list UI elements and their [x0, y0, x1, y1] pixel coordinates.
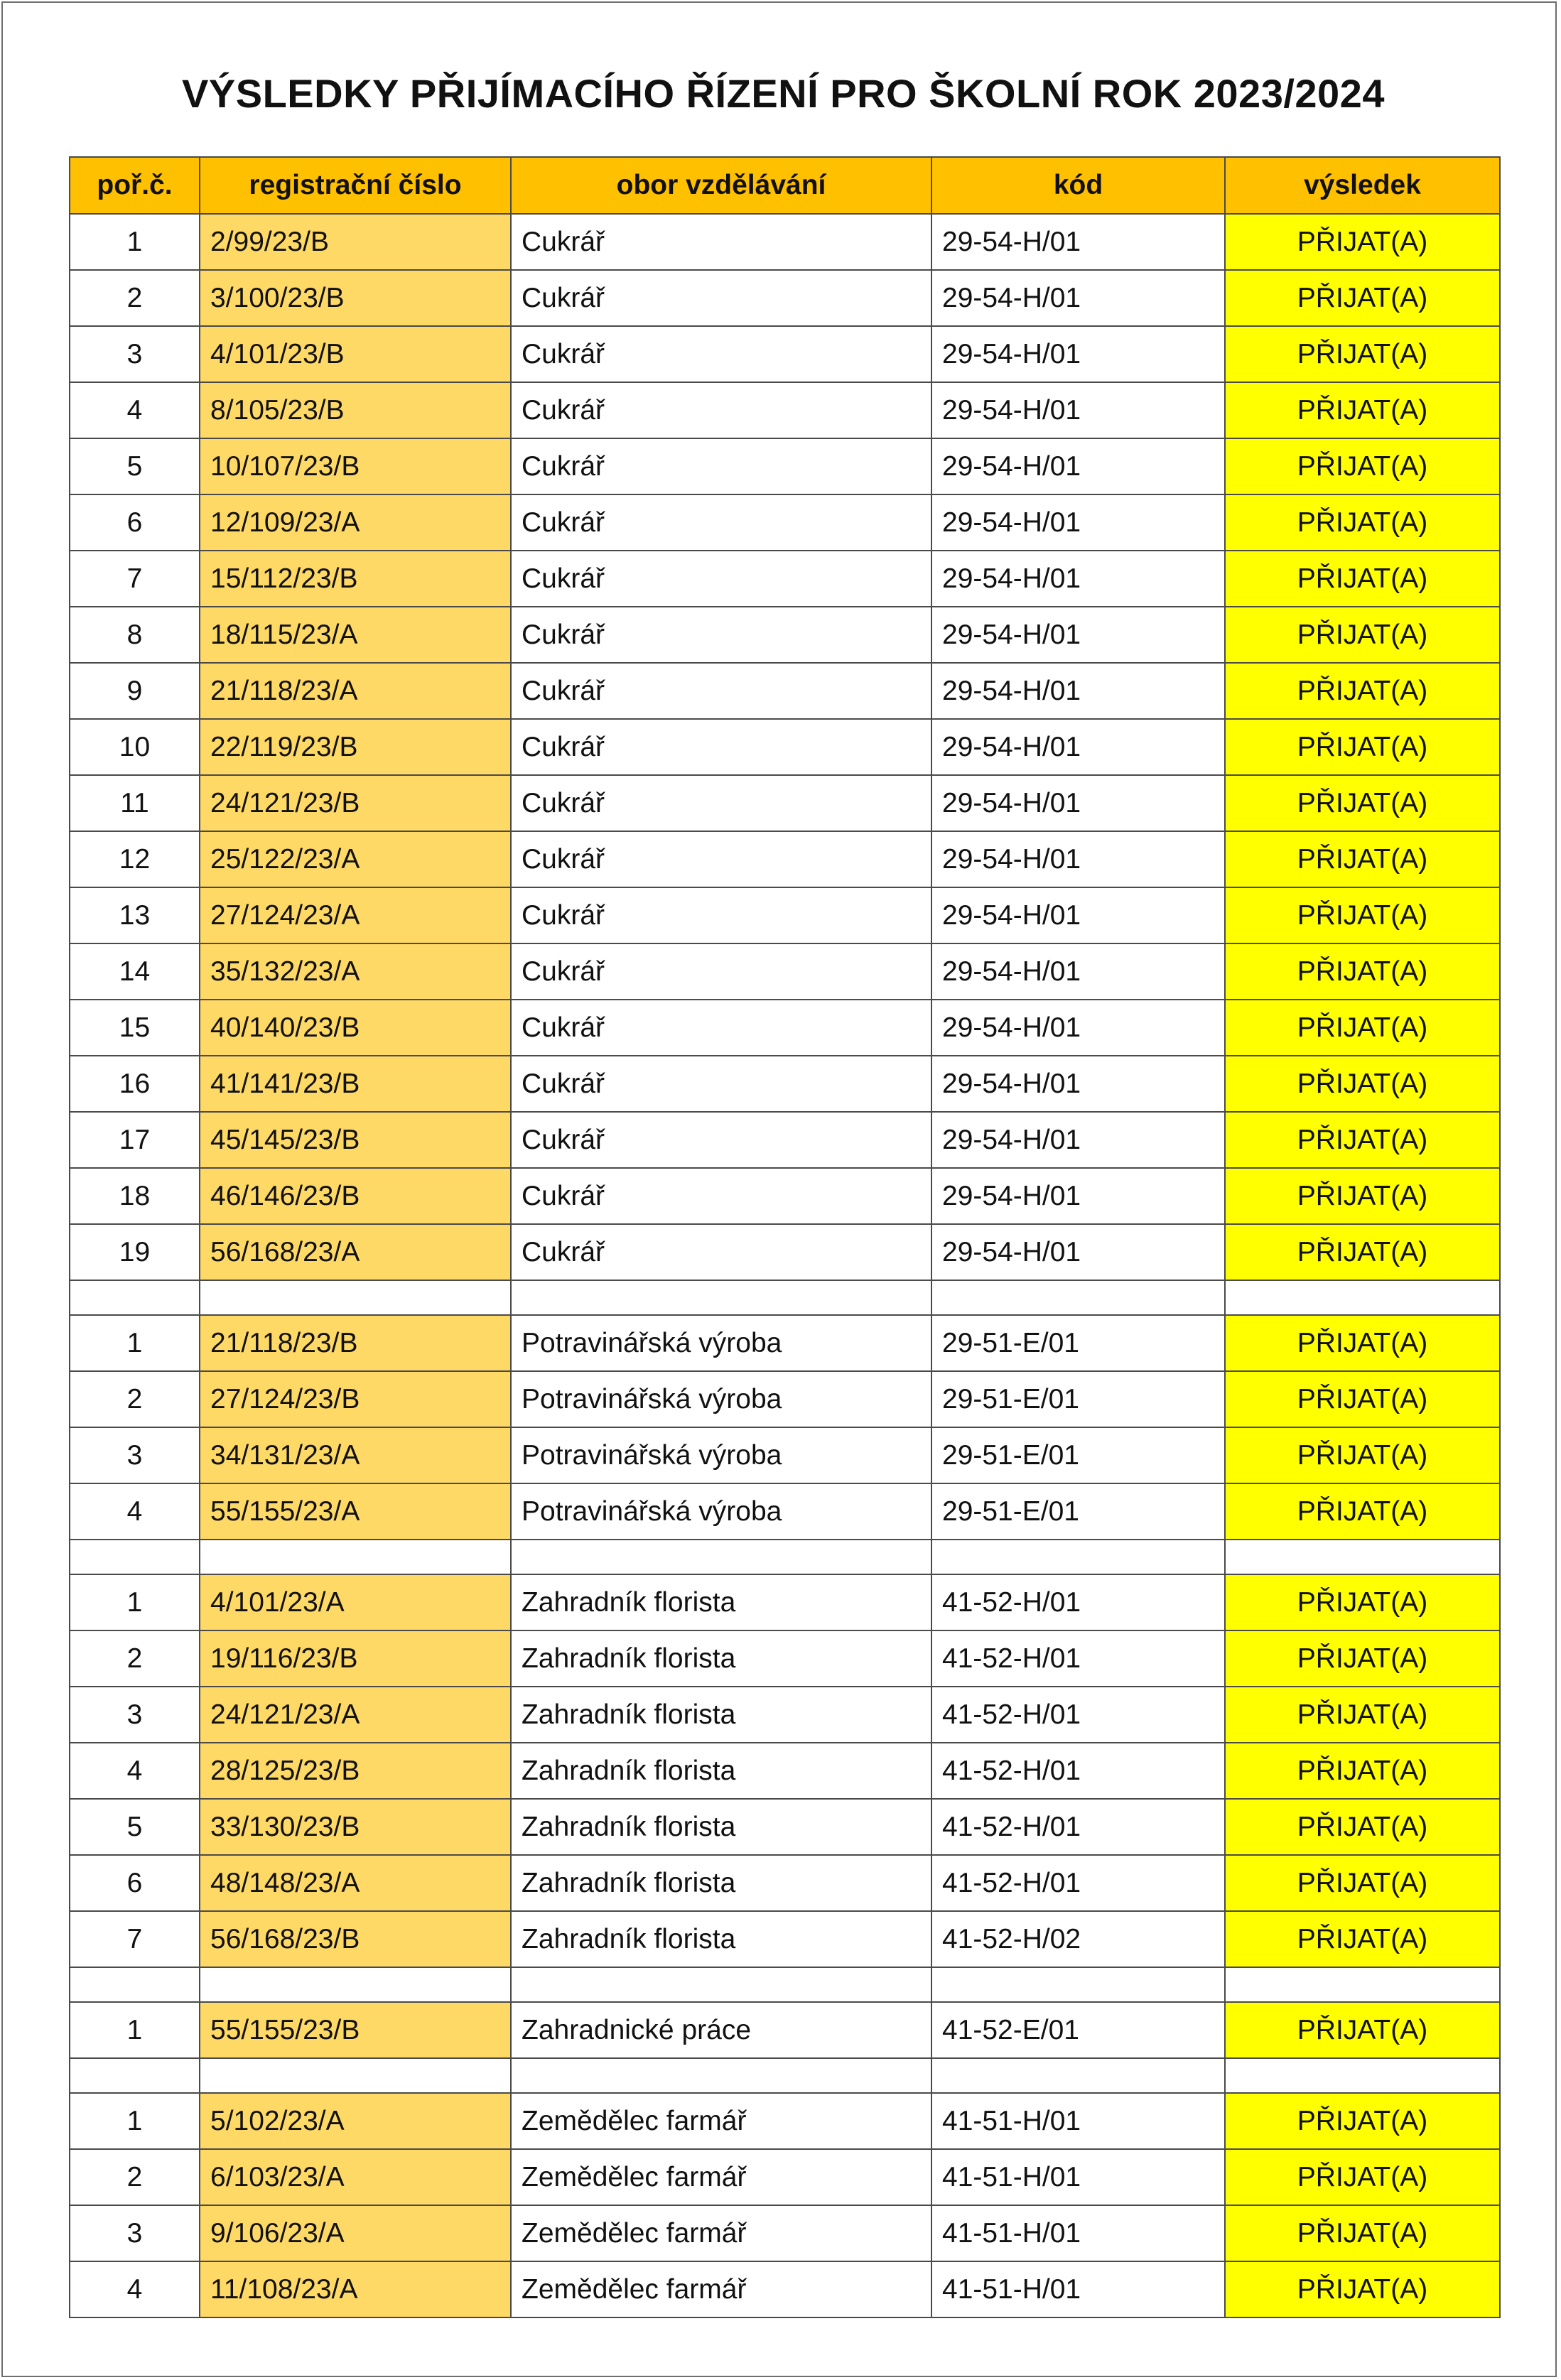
table-row [70, 1743, 1500, 1799]
cell-registracni-cislo: 56/168/23/B [200, 1911, 511, 1967]
cell-kod: 29-51-E/01 [931, 1483, 1225, 1540]
cell-kod: 29-54-H/01 [931, 831, 1225, 887]
cell-vysledek: PŘIJAT(A) [1225, 214, 1500, 270]
cell-registracni-cislo: 4/101/23/A [200, 1574, 511, 1630]
table-row [70, 2002, 1500, 2058]
spacer-cell [1225, 1280, 1500, 1315]
cell-poradi: 16 [70, 1056, 200, 1112]
cell-registracni-cislo: 21/118/23/A [200, 663, 511, 719]
cell-registracni-cislo: 19/116/23/B [200, 1630, 511, 1687]
cell-obor: Zahradník florista [511, 1574, 931, 1630]
cell-vysledek: PŘIJAT(A) [1225, 719, 1500, 775]
cell-vysledek: PŘIJAT(A) [1225, 1168, 1500, 1224]
cell-registracni-cislo: 24/121/23/A [200, 1687, 511, 1743]
cell-vysledek: PŘIJAT(A) [1225, 1687, 1500, 1743]
cell-registracni-cislo: 41/141/23/B [200, 1056, 511, 1112]
cell-obor: Zemědělec farmář [511, 2093, 931, 2149]
cell-obor: Cukrář [511, 214, 931, 270]
cell-obor: Cukrář [511, 551, 931, 607]
cell-kod: 29-54-H/01 [931, 270, 1225, 326]
cell-vysledek: PŘIJAT(A) [1225, 1911, 1500, 1967]
cell-registracni-cislo: 25/122/23/A [200, 831, 511, 887]
cell-vysledek: PŘIJAT(A) [1225, 1427, 1500, 1483]
cell-kod: 29-51-E/01 [931, 1371, 1225, 1427]
cell-kod: 29-54-H/01 [931, 494, 1225, 551]
cell-registracni-cislo: 18/115/23/A [200, 607, 511, 663]
cell-vysledek: PŘIJAT(A) [1225, 1743, 1500, 1799]
cell-vysledek: PŘIJAT(A) [1225, 831, 1500, 887]
table-row [70, 1371, 1500, 1427]
cell-poradi: 3 [70, 326, 200, 382]
header-obor: obor vzdělávání [511, 157, 931, 214]
cell-poradi: 2 [70, 270, 200, 326]
cell-poradi: 5 [70, 1799, 200, 1855]
cell-obor: Cukrář [511, 943, 931, 1000]
table-header [70, 157, 1500, 214]
table-row [70, 382, 1500, 438]
cell-obor: Cukrář [511, 270, 931, 326]
cell-poradi: 3 [70, 1427, 200, 1483]
cell-poradi: 15 [70, 1000, 200, 1056]
cell-poradi: 9 [70, 663, 200, 719]
spacer-cell [511, 1967, 931, 2002]
cell-obor: Potravinářská výroba [511, 1371, 931, 1427]
cell-kod: 41-52-H/01 [931, 1687, 1225, 1743]
table-row [70, 1000, 1500, 1056]
table-row [70, 1427, 1500, 1483]
cell-obor: Cukrář [511, 775, 931, 831]
cell-vysledek: PŘIJAT(A) [1225, 1371, 1500, 1427]
cell-registracni-cislo: 35/132/23/A [200, 943, 511, 1000]
cell-registracni-cislo: 10/107/23/B [200, 438, 511, 494]
spacer-cell [931, 1280, 1225, 1315]
cell-obor: Zemědělec farmář [511, 2261, 931, 2317]
cell-obor: Cukrář [511, 382, 931, 438]
page-title: VÝSLEDKY PŘIJÍMACÍHO ŘÍZENÍ PRO ŠKOLNÍ ROK 2023/2024 [182, 71, 1385, 116]
cell-vysledek: PŘIJAT(A) [1225, 2002, 1500, 2058]
cell-registracni-cislo: 46/146/23/B [200, 1168, 511, 1224]
cell-poradi: 1 [70, 1315, 200, 1371]
cell-obor: Potravinářská výroba [511, 1427, 931, 1483]
spacer-cell [931, 1540, 1225, 1574]
cell-registracni-cislo: 5/102/23/A [200, 2093, 511, 2149]
cell-poradi: 6 [70, 1855, 200, 1911]
table-row [70, 1855, 1500, 1911]
cell-obor: Cukrář [511, 326, 931, 382]
cell-poradi: 4 [70, 2261, 200, 2317]
table-row [70, 214, 1500, 270]
table-row [70, 2261, 1500, 2317]
cell-obor: Potravinářská výroba [511, 1483, 931, 1540]
cell-kod: 41-51-H/01 [931, 2205, 1225, 2261]
table-row [70, 2149, 1500, 2205]
table-row [70, 719, 1500, 775]
table-row [70, 551, 1500, 607]
group-spacer-row [70, 1280, 1500, 1315]
spacer-cell [511, 1280, 931, 1315]
cell-vysledek: PŘIJAT(A) [1225, 1483, 1500, 1540]
cell-vysledek: PŘIJAT(A) [1225, 1224, 1500, 1280]
cell-vysledek: PŘIJAT(A) [1225, 2149, 1500, 2205]
cell-registracni-cislo: 21/118/23/B [200, 1315, 511, 1371]
cell-obor: Zahradník florista [511, 1855, 931, 1911]
table-row [70, 1168, 1500, 1224]
cell-kod: 29-54-H/01 [931, 326, 1225, 382]
table-row [70, 1056, 1500, 1112]
spacer-cell [1225, 1540, 1500, 1574]
cell-registracni-cislo: 56/168/23/A [200, 1224, 511, 1280]
cell-poradi: 18 [70, 1168, 200, 1224]
cell-obor: Cukrář [511, 663, 931, 719]
cell-poradi: 2 [70, 2149, 200, 2205]
cell-kod: 41-51-H/01 [931, 2261, 1225, 2317]
table-row [70, 2093, 1500, 2149]
spacer-cell [70, 1280, 200, 1315]
spacer-cell [200, 1540, 511, 1574]
cell-kod: 29-54-H/01 [931, 551, 1225, 607]
cell-poradi: 3 [70, 2205, 200, 2261]
cell-poradi: 5 [70, 438, 200, 494]
cell-vysledek: PŘIJAT(A) [1225, 1056, 1500, 1112]
cell-poradi: 14 [70, 943, 200, 1000]
cell-registracni-cislo: 4/101/23/B [200, 326, 511, 382]
cell-registracni-cislo: 8/105/23/B [200, 382, 511, 438]
cell-vysledek: PŘIJAT(A) [1225, 326, 1500, 382]
header-vysledek: výsledek [1225, 157, 1500, 214]
spacer-cell [200, 1967, 511, 2002]
cell-kod: 41-52-H/02 [931, 1911, 1225, 1967]
cell-kod: 41-52-H/01 [931, 1574, 1225, 1630]
cell-kod: 29-54-H/01 [931, 943, 1225, 1000]
cell-vysledek: PŘIJAT(A) [1225, 2205, 1500, 2261]
table-row [70, 2205, 1500, 2261]
cell-kod: 29-54-H/01 [931, 214, 1225, 270]
cell-poradi: 1 [70, 2093, 200, 2149]
table-row [70, 887, 1500, 943]
cell-registracni-cislo: 11/108/23/A [200, 2261, 511, 2317]
cell-obor: Zahradník florista [511, 1911, 931, 1967]
cell-poradi: 4 [70, 1743, 200, 1799]
cell-registracni-cislo: 28/125/23/B [200, 1743, 511, 1799]
cell-vysledek: PŘIJAT(A) [1225, 2261, 1500, 2317]
cell-vysledek: PŘIJAT(A) [1225, 1315, 1500, 1371]
cell-poradi: 10 [70, 719, 200, 775]
spacer-cell [70, 1967, 200, 2002]
cell-kod: 29-54-H/01 [931, 607, 1225, 663]
cell-vysledek: PŘIJAT(A) [1225, 494, 1500, 551]
cell-kod: 41-51-H/01 [931, 2093, 1225, 2149]
table-row [70, 1574, 1500, 1630]
cell-poradi: 17 [70, 1112, 200, 1168]
cell-registracni-cislo: 55/155/23/A [200, 1483, 511, 1540]
cell-registracni-cislo: 3/100/23/B [200, 270, 511, 326]
table-row [70, 1687, 1500, 1743]
cell-vysledek: PŘIJAT(A) [1225, 887, 1500, 943]
cell-registracni-cislo: 40/140/23/B [200, 1000, 511, 1056]
cell-obor: Zahradník florista [511, 1799, 931, 1855]
table-row [70, 775, 1500, 831]
cell-poradi: 1 [70, 2002, 200, 2058]
spacer-cell [511, 1540, 931, 1574]
cell-poradi: 7 [70, 1911, 200, 1967]
cell-vysledek: PŘIJAT(A) [1225, 270, 1500, 326]
table-row [70, 494, 1500, 551]
cell-poradi: 8 [70, 607, 200, 663]
cell-poradi: 7 [70, 551, 200, 607]
table-row [70, 1483, 1500, 1540]
cell-poradi: 3 [70, 1687, 200, 1743]
cell-poradi: 2 [70, 1630, 200, 1687]
cell-vysledek: PŘIJAT(A) [1225, 382, 1500, 438]
cell-kod: 29-54-H/01 [931, 1168, 1225, 1224]
cell-vysledek: PŘIJAT(A) [1225, 663, 1500, 719]
cell-vysledek: PŘIJAT(A) [1225, 551, 1500, 607]
cell-vysledek: PŘIJAT(A) [1225, 1112, 1500, 1168]
spacer-cell [1225, 1967, 1500, 2002]
cell-kod: 41-52-H/01 [931, 1855, 1225, 1911]
cell-kod: 41-51-H/01 [931, 2149, 1225, 2205]
table-row [70, 270, 1500, 326]
cell-vysledek: PŘIJAT(A) [1225, 775, 1500, 831]
cell-obor: Potravinářská výroba [511, 1315, 931, 1371]
page-frame [1, 1, 1557, 2377]
table-row [70, 1799, 1500, 1855]
table-row [70, 326, 1500, 382]
cell-kod: 29-54-H/01 [931, 719, 1225, 775]
cell-vysledek: PŘIJAT(A) [1225, 1000, 1500, 1056]
header-kod: kód [931, 157, 1225, 214]
cell-registracni-cislo: 15/112/23/B [200, 551, 511, 607]
cell-registracni-cislo: 24/121/23/B [200, 775, 511, 831]
cell-registracni-cislo: 55/155/23/B [200, 2002, 511, 2058]
cell-registracni-cislo: 2/99/23/B [200, 214, 511, 270]
table-row [70, 438, 1500, 494]
spacer-cell [931, 1967, 1225, 2002]
cell-obor: Cukrář [511, 887, 931, 943]
spacer-cell [70, 2058, 200, 2093]
cell-obor: Cukrář [511, 1112, 931, 1168]
cell-obor: Zemědělec farmář [511, 2205, 931, 2261]
cell-obor: Cukrář [511, 607, 931, 663]
cell-registracni-cislo: 22/119/23/B [200, 719, 511, 775]
cell-kod: 29-54-H/01 [931, 1000, 1225, 1056]
cell-vysledek: PŘIJAT(A) [1225, 1630, 1500, 1687]
cell-poradi: 2 [70, 1371, 200, 1427]
cell-kod: 29-54-H/01 [931, 775, 1225, 831]
results-table [69, 156, 1501, 2318]
cell-obor: Zahradník florista [511, 1743, 931, 1799]
cell-registracni-cislo: 45/145/23/B [200, 1112, 511, 1168]
cell-poradi: 13 [70, 887, 200, 943]
cell-kod: 29-51-E/01 [931, 1315, 1225, 1371]
cell-obor: Cukrář [511, 719, 931, 775]
cell-kod: 29-51-E/01 [931, 1427, 1225, 1483]
cell-kod: 29-54-H/01 [931, 438, 1225, 494]
cell-obor: Cukrář [511, 494, 931, 551]
cell-kod: 29-54-H/01 [931, 1056, 1225, 1112]
group-spacer-row [70, 2058, 1500, 2093]
group-spacer-row [70, 1967, 1500, 2002]
cell-poradi: 19 [70, 1224, 200, 1280]
spacer-cell [931, 2058, 1225, 2093]
cell-kod: 29-54-H/01 [931, 1224, 1225, 1280]
cell-registracni-cislo: 33/130/23/B [200, 1799, 511, 1855]
cell-obor: Cukrář [511, 1056, 931, 1112]
cell-obor: Zahradnické práce [511, 2002, 931, 2058]
cell-poradi: 4 [70, 382, 200, 438]
table-row [70, 943, 1500, 1000]
group-spacer-row [70, 1540, 1500, 1574]
cell-registracni-cislo: 27/124/23/B [200, 1371, 511, 1427]
header-registracni-cislo: registrační číslo [200, 157, 511, 214]
table-body [70, 214, 1500, 2317]
cell-poradi: 1 [70, 1574, 200, 1630]
table-row [70, 1630, 1500, 1687]
cell-poradi: 11 [70, 775, 200, 831]
cell-obor: Cukrář [511, 1224, 931, 1280]
cell-kod: 29-54-H/01 [931, 663, 1225, 719]
spacer-cell [1225, 2058, 1500, 2093]
cell-kod: 41-52-H/01 [931, 1743, 1225, 1799]
cell-vysledek: PŘIJAT(A) [1225, 943, 1500, 1000]
cell-registracni-cislo: 27/124/23/A [200, 887, 511, 943]
spacer-cell [200, 1280, 511, 1315]
cell-poradi: 6 [70, 494, 200, 551]
cell-poradi: 12 [70, 831, 200, 887]
spacer-cell [70, 1540, 200, 1574]
table-row [70, 1911, 1500, 1967]
header-poradi: poř.č. [70, 157, 200, 214]
cell-registracni-cislo: 9/106/23/A [200, 2205, 511, 2261]
cell-obor: Zemědělec farmář [511, 2149, 931, 2205]
table-row [70, 1112, 1500, 1168]
table-row [70, 663, 1500, 719]
cell-registracni-cislo: 48/148/23/A [200, 1855, 511, 1911]
cell-registracni-cislo: 12/109/23/A [200, 494, 511, 551]
cell-kod: 41-52-H/01 [931, 1799, 1225, 1855]
table-row [70, 1224, 1500, 1280]
cell-obor: Cukrář [511, 438, 931, 494]
cell-kod: 29-54-H/01 [931, 382, 1225, 438]
spacer-cell [200, 2058, 511, 2093]
cell-vysledek: PŘIJAT(A) [1225, 607, 1500, 663]
cell-registracni-cislo: 34/131/23/A [200, 1427, 511, 1483]
cell-vysledek: PŘIJAT(A) [1225, 438, 1500, 494]
cell-kod: 41-52-E/01 [931, 2002, 1225, 2058]
cell-vysledek: PŘIJAT(A) [1225, 2093, 1500, 2149]
cell-vysledek: PŘIJAT(A) [1225, 1574, 1500, 1630]
cell-obor: Zahradník florista [511, 1630, 931, 1687]
table-row [70, 607, 1500, 663]
table-row [70, 831, 1500, 887]
cell-obor: Cukrář [511, 831, 931, 887]
cell-registracni-cislo: 6/103/23/A [200, 2149, 511, 2205]
cell-poradi: 4 [70, 1483, 200, 1540]
cell-obor: Cukrář [511, 1168, 931, 1224]
cell-poradi: 1 [70, 214, 200, 270]
cell-obor: Zahradník florista [511, 1687, 931, 1743]
header-row [70, 157, 1500, 214]
spacer-cell [511, 2058, 931, 2093]
cell-obor: Cukrář [511, 1000, 931, 1056]
cell-kod: 41-52-H/01 [931, 1630, 1225, 1687]
cell-kod: 29-54-H/01 [931, 887, 1225, 943]
cell-kod: 29-54-H/01 [931, 1112, 1225, 1168]
cell-vysledek: PŘIJAT(A) [1225, 1799, 1500, 1855]
cell-vysledek: PŘIJAT(A) [1225, 1855, 1500, 1911]
table-row [70, 1315, 1500, 1371]
